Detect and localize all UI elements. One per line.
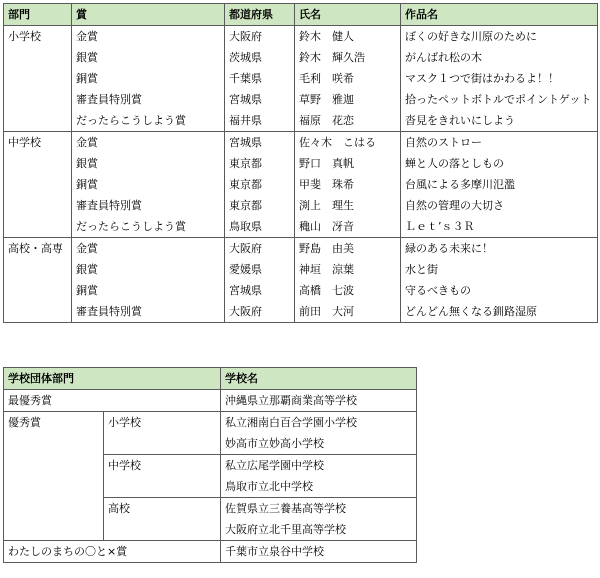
prefecture-cell: 東京都 xyxy=(225,174,295,195)
prefecture-cell: 千葉県 xyxy=(225,68,295,89)
table-row xyxy=(4,301,598,323)
header-prefecture: 都道府県 xyxy=(225,4,295,26)
prefecture-cell: 大阪府 xyxy=(225,301,295,323)
name-cell: 高橋 七波 xyxy=(295,280,401,301)
prefecture-cell: 宮城県 xyxy=(225,89,295,110)
prefecture-cell: 茨城県 xyxy=(225,47,295,68)
school-name: 佐賀県立三養基高等学校 xyxy=(221,498,417,520)
division-cell: 中学校 xyxy=(4,132,72,238)
excellence-award-label: 優秀賞 xyxy=(4,412,104,541)
header-school-division: 学校団体部門 xyxy=(4,368,221,390)
name-cell: 穐山 冴音 xyxy=(295,216,401,238)
table-row xyxy=(4,541,417,563)
awards-table xyxy=(3,3,598,323)
work-cell: 拾ったペットボトルでポイントゲット xyxy=(401,89,598,110)
work-cell: マスク１つで街はかわるよ！！ xyxy=(401,68,598,89)
work-cell: ぼくの好きな川原のために xyxy=(401,26,598,48)
table-row xyxy=(4,195,598,216)
school-name: 妙高市立妙高小学校 xyxy=(221,433,417,455)
prefecture-cell: 鳥取県 xyxy=(225,216,295,238)
table-row xyxy=(4,280,598,301)
award-cell: 金賞 xyxy=(72,26,225,48)
name-cell: 野島 由美 xyxy=(295,238,401,260)
name-cell: 草野 雅迦 xyxy=(295,89,401,110)
name-cell: 鈴木 健人 xyxy=(295,26,401,48)
award-cell: 金賞 xyxy=(72,238,225,260)
work-cell: 台風による多摩川氾濫 xyxy=(401,174,598,195)
header-division: 部門 xyxy=(4,4,72,26)
work-cell: 蝉と人の落としもの xyxy=(401,153,598,174)
prefecture-cell: 愛媛県 xyxy=(225,259,295,280)
table-row xyxy=(4,174,598,195)
work-cell: 守るべきもの xyxy=(401,280,598,301)
name-cell: 福原 花恋 xyxy=(295,110,401,132)
name-cell: 甲斐 珠希 xyxy=(295,174,401,195)
header-name: 氏名 xyxy=(295,4,401,26)
school-name: 鳥取市立北中学校 xyxy=(221,476,417,498)
school-name: 私立湘南白百合学園小学校 xyxy=(221,412,417,434)
work-cell: 水と街 xyxy=(401,259,598,280)
award-cell: 銀賞 xyxy=(72,153,225,174)
work-cell: がんばれ松の木 xyxy=(401,47,598,68)
division-cell: 小学校 xyxy=(4,26,72,132)
prefecture-cell: 大阪府 xyxy=(225,238,295,260)
work-cell: 自然のストロー xyxy=(401,132,598,154)
work-cell: 自然の管理の大切さ xyxy=(401,195,598,216)
prefecture-cell: 宮城県 xyxy=(225,280,295,301)
table-row xyxy=(4,259,598,280)
header-award: 賞 xyxy=(72,4,225,26)
award-cell: だったらこうしよう賞 xyxy=(72,216,225,238)
prefecture-cell: 東京都 xyxy=(225,195,295,216)
name-cell: 鈴木 輝久浩 xyxy=(295,47,401,68)
header-school-name: 学校名 xyxy=(221,368,417,390)
award-cell: 銀賞 xyxy=(72,259,225,280)
award-cell: 銅賞 xyxy=(72,280,225,301)
school-header-row xyxy=(4,368,417,390)
prefecture-cell: 福井県 xyxy=(225,110,295,132)
table-row xyxy=(4,238,598,260)
award-cell: 審査員特別賞 xyxy=(72,89,225,110)
award-cell: だったらこうしよう賞 xyxy=(72,110,225,132)
table-row xyxy=(4,47,598,68)
table-row xyxy=(4,110,598,132)
top-award-school: 沖縄県立那覇商業高等学校 xyxy=(221,390,417,412)
table-row xyxy=(4,89,598,110)
prefecture-cell: 宮城県 xyxy=(225,132,295,154)
top-award-label: 最優秀賞 xyxy=(4,390,221,412)
table-row xyxy=(4,68,598,89)
award-cell: 審査員特別賞 xyxy=(72,301,225,323)
awards-body xyxy=(4,26,598,323)
work-cell: どんどん無くなる釧路湿原 xyxy=(401,301,598,323)
name-cell: 野口 真帆 xyxy=(295,153,401,174)
header-work: 作品名 xyxy=(401,4,598,26)
table-row xyxy=(4,216,598,238)
awards-header-row xyxy=(4,4,598,26)
prefecture-cell: 大阪府 xyxy=(225,26,295,48)
town-award-school: 千葉市立泉谷中学校 xyxy=(221,541,417,563)
work-cell: Ｌｅｔ’ｓ３Ｒ xyxy=(401,216,598,238)
award-cell: 金賞 xyxy=(72,132,225,154)
table-row xyxy=(4,390,417,412)
level-junior-high: 中学校 xyxy=(104,455,221,498)
table-row xyxy=(4,153,598,174)
name-cell: 佐々木 こはる xyxy=(295,132,401,154)
award-cell: 審査員特別賞 xyxy=(72,195,225,216)
award-cell: 銀賞 xyxy=(72,47,225,68)
name-cell: 神垣 涼葉 xyxy=(295,259,401,280)
award-cell: 銅賞 xyxy=(72,174,225,195)
work-cell: 緑のある未来に！ xyxy=(401,238,598,260)
award-cell: 銅賞 xyxy=(72,68,225,89)
town-award-label: わたしのまちの〇と×賞 xyxy=(4,541,221,563)
table-row xyxy=(4,132,598,154)
school-name: 私立広尾学園中学校 xyxy=(221,455,417,477)
school-awards-table xyxy=(3,367,417,563)
level-elementary: 小学校 xyxy=(104,412,221,455)
work-cell: 沓見をきれいにしよう xyxy=(401,110,598,132)
name-cell: 渕上 理生 xyxy=(295,195,401,216)
table-row xyxy=(4,26,598,48)
prefecture-cell: 東京都 xyxy=(225,153,295,174)
name-cell: 毛利 咲希 xyxy=(295,68,401,89)
level-high-school: 高校 xyxy=(104,498,221,541)
division-cell: 高校・高専 xyxy=(4,238,72,323)
table-row xyxy=(4,412,417,434)
school-name: 大阪府立北千里高等学校 xyxy=(221,519,417,541)
name-cell: 前田 大河 xyxy=(295,301,401,323)
